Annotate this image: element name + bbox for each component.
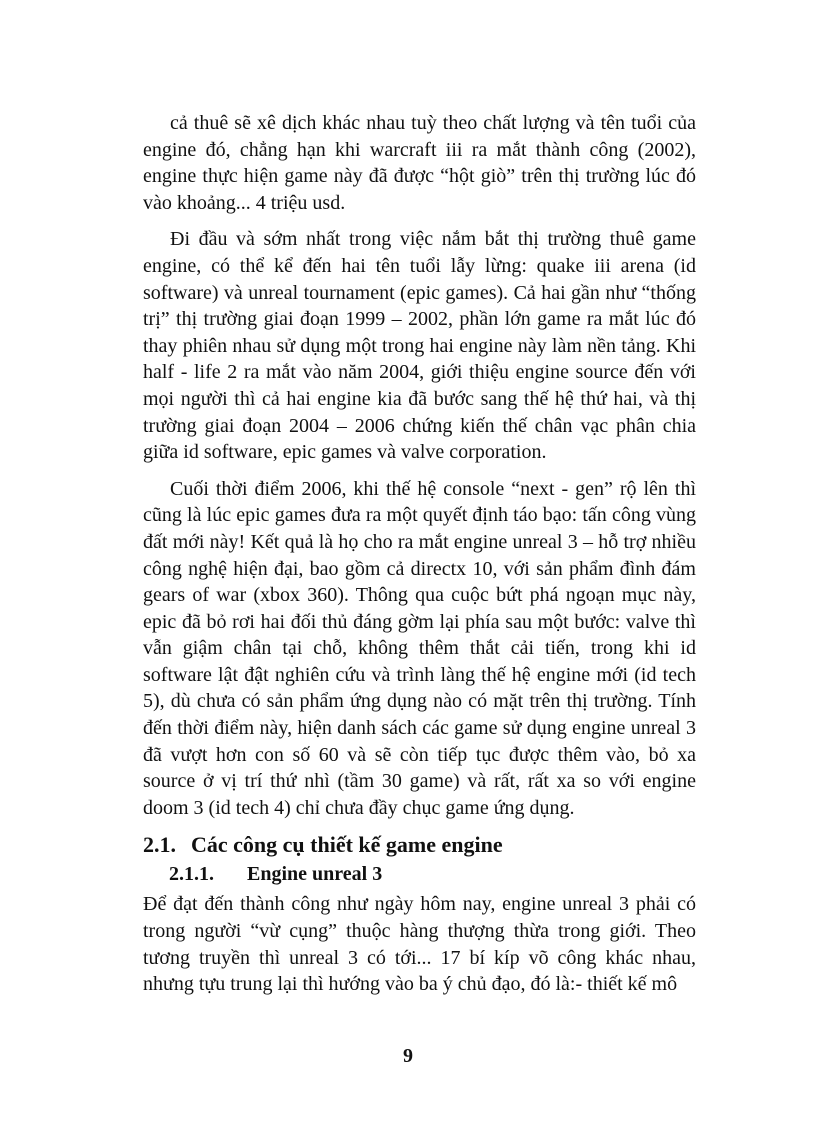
paragraph-3: Cuối thời điểm 2006, khi thế hệ console “next - gen” rộ lên thì cũng là lúc epic games đưa ra một quyết định táo bạo: tấn công vùng đất mới này! Kết quả là họ cho ra mắt engine unreal 3 – hỗ trợ nhiều công nghệ hiện đại, bao gồm cả directx 10, với sản phẩm đình đám gears of war (xbox 360). Thông qua cuộc bứt phá ngoạn mục này, epic đã bỏ rơi hai đối thủ đáng gờm lại phía sau một bước: valve thì vẫn giậm chân tại chỗ, không thêm thắt cải tiến, trong khi id software lật đật nghiên cứu và trình làng thế hệ engine mới (id tech 5), dù chưa có sản phẩm ứng dụng nào có mặt trên thị trường. Tính đến thời điểm này, hiện danh sách các game sử dụng engine unreal 3 đã vượt hơn con số 60 và sẽ còn tiếp tục được thêm vào, bỏ xa source ở vị trí thứ nhì (tầm 30 game) và rất, rất xa so với engine doom 3 (id tech 4) chỉ chưa đầy chục game ứng dụng.	[143, 477, 696, 819]
subsection-title: Engine unreal 3	[247, 863, 383, 886]
section-title: Các công cụ thiết kế game engine	[191, 832, 503, 858]
page-number: 9	[403, 1045, 413, 1067]
paragraph-2: Đi đầu và sớm nhất trong việc nắm bắt thị trường thuê game engine, có thể kể đến hai tên tuổi lẫy lừng: quake iii arena (id software) và unreal tournament (epic games). Cả hai gần như “thống trị” thị trường giai đoạn 1999 – 2002, phần lớn game ra mắt lúc đó thay phiên nhau sử dụng một trong hai engine này làm nền tảng. Khi half - life 2 ra mắt vào năm 2004, giới thiệu engine source đến với mọi người thì cả hai engine kia đã bước sang thế hệ thứ hai, và thị trường giai đoạn 2004 – 2006 chứng kiến thế chân vạc phân chia giữa id software, epic games và valve corporation.	[143, 228, 696, 464]
subsection-heading	[169, 861, 696, 887]
section-number: 2.1.	[143, 832, 176, 858]
subsection-number: 2.1.1.	[169, 863, 214, 886]
paragraph-1: cả thuê sẽ xê dịch khác nhau tuỳ theo chất lượng và tên tuổi của engine đó, chẳng hạn khi warcraft iii ra mắt thành công (2002), engine thực hiện game này đã được “hột giò” trên thị trường lúc đó vào khoảng... 4 triệu usd.	[143, 112, 696, 214]
section-heading	[143, 831, 696, 859]
document-page	[143, 110, 696, 1008]
paragraph-4: Để đạt đến thành công như ngày hôm nay, engine unreal 3 phải có trong người “vừ cụng” thuộc hàng thượng thừa trong giới. Theo tương truyền thì unreal 3 có tới... 17 bí kíp võ công khác nhau, nhưng tựu trung lại thì hướng vào ba ý chủ đạo, đó là:- thiết kế mô	[143, 893, 696, 996]
